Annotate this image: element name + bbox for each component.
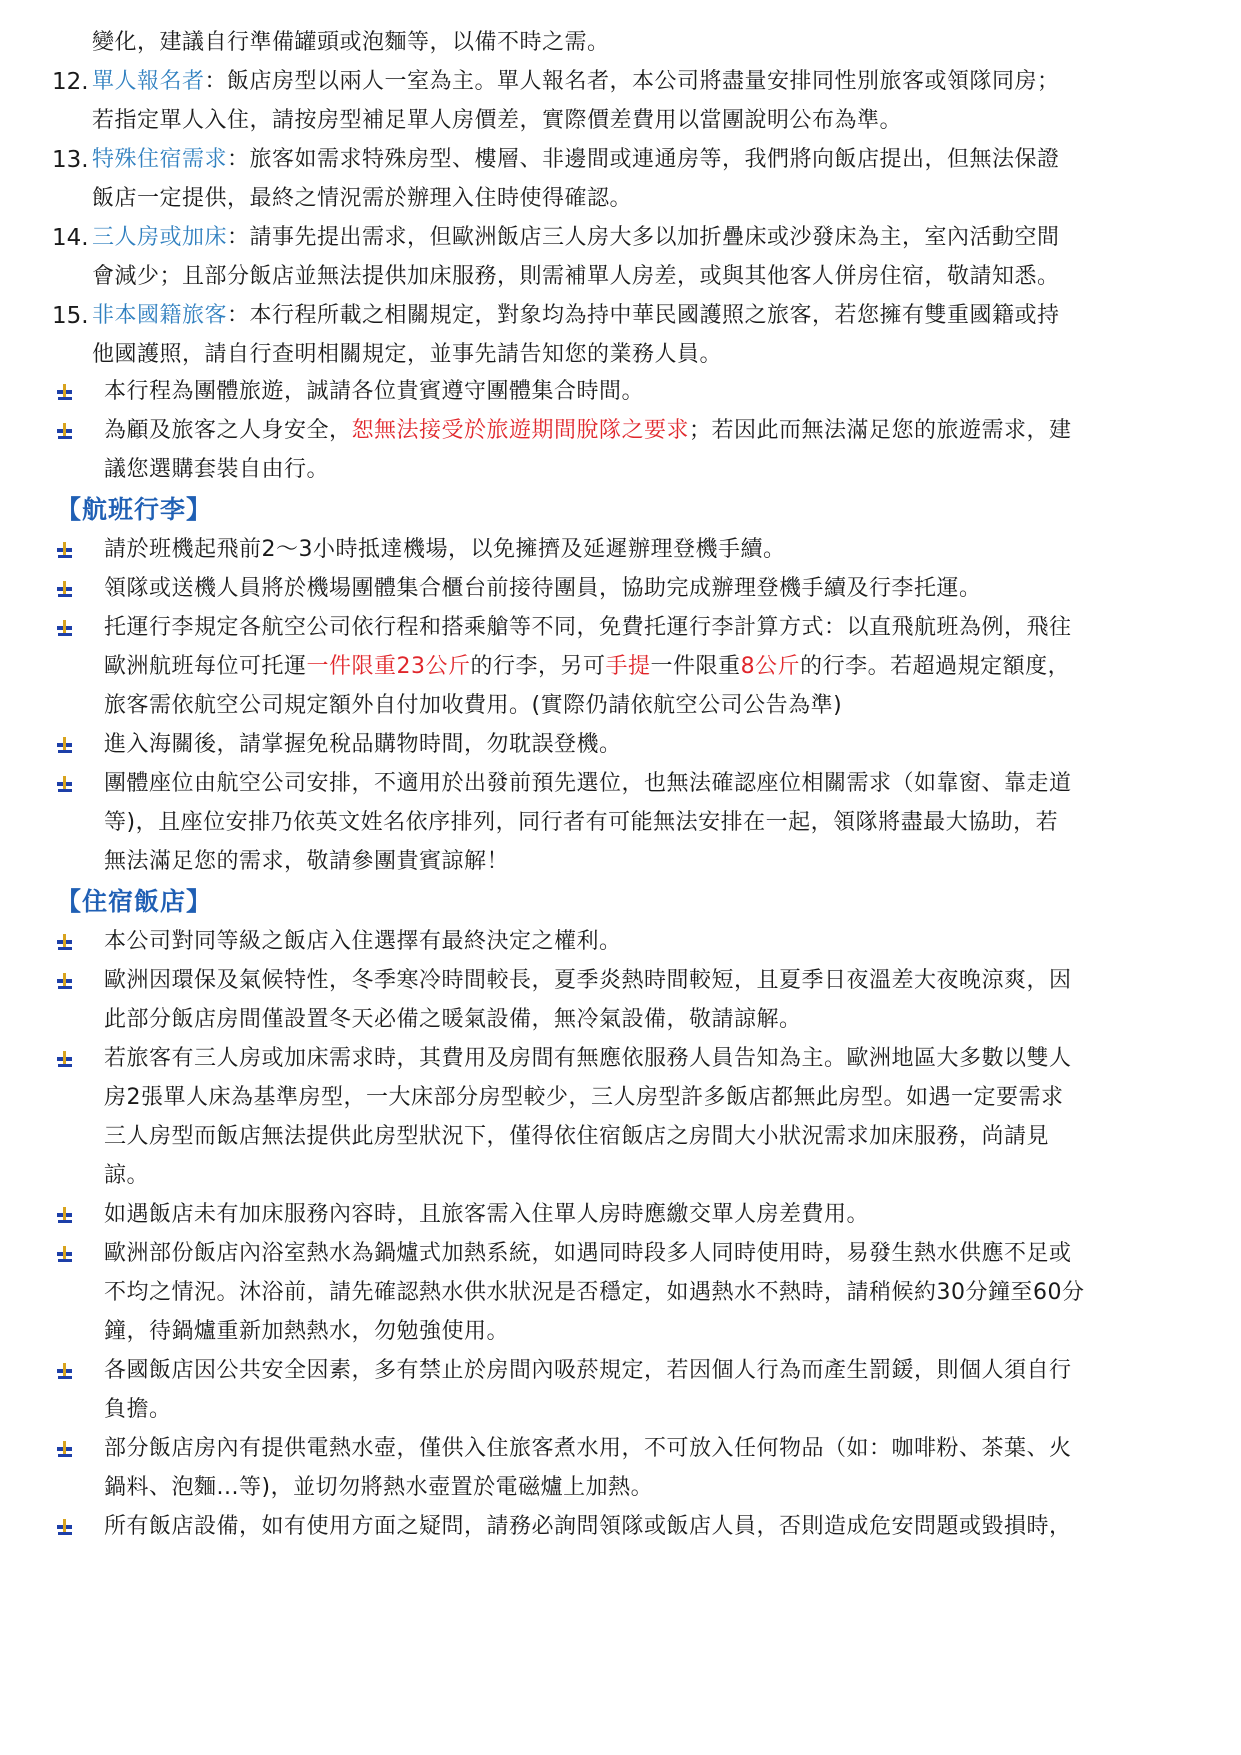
numbered-item-15	[92, 301, 1060, 331]
warning-text: 一件限重23公斤	[306, 654, 471, 679]
term-label: 三人房或加床	[92, 225, 228, 250]
bullet-text: 議您選購套裝自由行。	[104, 457, 330, 482]
bullet-text: 鍋料、泡麵...等)，並切勿將熱水壺置於電磁爐上加熱。	[104, 1475, 654, 1500]
term-label: 非本國籍旅客	[92, 303, 228, 328]
hand-plus-bullet-icon	[56, 1440, 74, 1458]
item-text: 若指定單人入住，請按房型補足單人房價差，實際價差費用以當團說明公布為準。	[92, 108, 903, 133]
bullet-text: 部分飯店房內有提供電熱水壺，僅供入住旅客煮水用，不可放入任何物品（如：咖啡粉、茶葉、火	[104, 1436, 1072, 1461]
bullet-text: 進入海關後，請掌握免稅品購物時間，勿耽誤登機。	[104, 732, 622, 757]
text-segment: ；若因此而無法滿足您的旅遊需求，建	[689, 418, 1072, 443]
item-text: 會減少；且部分飯店並無法提供加床服務，則需補單人房差，或與其他客人併房住宿，敬請知悉。	[92, 264, 1060, 289]
hand-plus-bullet-icon	[56, 383, 74, 401]
text-segment: 的行李。若超過規定額度，	[800, 654, 1071, 679]
item-text: 飯店一定提供，最終之情況需於辦理入住時使得確認。	[92, 186, 633, 211]
bullet-text: 諒。	[104, 1163, 150, 1188]
item-text: ：旅客如需求特殊房型、樓層、非邊間或連通房等，我們將向飯店提出，但無法保證	[227, 147, 1060, 172]
hand-plus-bullet-icon	[56, 933, 74, 951]
item-number: 15.	[52, 303, 89, 329]
text-segment: 為顧及旅客之人身安全，	[104, 418, 352, 443]
hand-plus-bullet-icon	[56, 1050, 74, 1068]
item-number: 12.	[52, 69, 89, 95]
intro-line: 變化，建議自行準備罐頭或泡麵等，以備不時之需。	[92, 30, 610, 55]
bullet-text: 若旅客有三人房或加床需求時，其費用及房間有無應依服務人員告知為主。歐洲地區大多數以雙人	[104, 1046, 1072, 1071]
warning-text: 8公斤	[740, 654, 801, 679]
text-segment: 歐洲航班每位可托運	[104, 654, 307, 679]
bullet-text	[104, 416, 1072, 446]
warning-text: 恕無法接受於旅遊期間脫隊之要求	[351, 418, 690, 443]
bullet-text: 三人房型而飯店無法提供此房型狀況下，僅得依住宿飯店之房間大小狀況需求加床服務，尚請見	[104, 1124, 1050, 1149]
item-text: ：飯店房型以兩人一室為主。單人報名者，本公司將盡量安排同性別旅客或領隊同房；	[204, 69, 1060, 94]
bullet-text: 負擔。	[104, 1397, 172, 1422]
bullet-text: 托運行李規定各航空公司依行程和搭乘艙等不同，免費托運行李計算方式：以直飛航班為例，飛往	[104, 615, 1072, 640]
hand-plus-bullet-icon	[56, 422, 74, 440]
hand-plus-bullet-icon	[56, 972, 74, 990]
bullet-text: 無法滿足您的需求，敬請參團貴賓諒解！	[104, 849, 510, 874]
bullet-text: 此部分飯店房間僅設置冬天必備之暖氣設備，無冷氣設備，敬請諒解。	[104, 1007, 802, 1032]
warning-text: 手提	[605, 654, 651, 679]
item-text: ：本行程所載之相關規定，對象均為持中華民國護照之旅客，若您擁有雙重國籍或持	[227, 303, 1060, 328]
bullet-text: 所有飯店設備，如有使用方面之疑問，請務必詢問領隊或飯店人員，否則造成危安問題或毀損時，	[104, 1514, 1072, 1539]
hand-plus-bullet-icon	[56, 580, 74, 598]
item-text: 他國護照，請自行查明相關規定，並事先請告知您的業務人員。	[92, 342, 723, 367]
hand-plus-bullet-icon	[56, 736, 74, 754]
bullet-text: 鐘，待鍋爐重新加熱熱水，勿勉強使用。	[104, 1319, 510, 1344]
bullet-text: 領隊或送機人員將於機場團體集合櫃台前接待團員，協助完成辦理登機手續及行李托運。	[104, 576, 982, 601]
bullet-text: 不均之情況。沐浴前，請先確認熱水供水狀況是否穩定，如遇熱水不熱時，請稍候約30分鐘至60分	[104, 1280, 1085, 1305]
hand-plus-bullet-icon	[56, 1362, 74, 1380]
section-heading-flight: 【航班行李】	[56, 495, 213, 524]
numbered-item-13	[92, 145, 1060, 175]
text-segment: 一件限重	[650, 654, 741, 679]
bullet-text: 如遇飯店未有加床服務內容時，且旅客需入住單人房時應繳交單人房差費用。	[104, 1202, 870, 1227]
term-label: 單人報名者	[92, 69, 205, 94]
hand-plus-bullet-icon	[56, 1518, 74, 1536]
bullet-text: 本公司對同等級之飯店入住選擇有最終決定之權利。	[104, 929, 622, 954]
bullet-text: 等)，且座位安排乃依英文姓名依序排列，同行者有可能無法安排在一起，領隊將盡最大協助，若	[104, 810, 1059, 835]
bullet-text: 歐洲因環保及氣候特性，冬季寒冷時間較長，夏季炎熱時間較短，且夏季日夜溫差大夜晚涼爽，因	[104, 968, 1072, 993]
numbered-item-14	[92, 223, 1060, 253]
bullet-text: 本行程為團體旅遊，誠請各位貴賓遵守團體集合時間。	[104, 379, 645, 404]
hand-plus-bullet-icon	[56, 541, 74, 559]
numbered-item-12	[92, 67, 1060, 97]
term-label: 特殊住宿需求	[92, 147, 228, 172]
bullet-text: 團體座位由航空公司安排，不適用於出發前預先選位，也無法確認座位相關需求（如靠窗、靠走道	[104, 771, 1072, 796]
bullet-text: 歐洲部份飯店內浴室熱水為鍋爐式加熱系統，如遇同時段多人同時使用時，易發生熱水供應不足或	[104, 1241, 1072, 1266]
bullet-text: 旅客需依航空公司規定額外自付加收費用。(實際仍請依航空公司公告為準)	[104, 693, 843, 718]
bullet-text	[104, 652, 1070, 682]
hand-plus-bullet-icon	[56, 775, 74, 793]
bullet-text: 請於班機起飛前2～3小時抵達機場，以免擁擠及延遲辦理登機手續。	[104, 537, 786, 562]
item-number: 14.	[52, 225, 89, 251]
bullet-text: 各國飯店因公共安全因素，多有禁止於房間內吸菸規定，若因個人行為而產生罰鍰，則個人須自行	[104, 1358, 1072, 1383]
item-text: ：請事先提出需求，但歐洲飯店三人房大多以加折疊床或沙發床為主，室內活動空間	[227, 225, 1060, 250]
hand-plus-bullet-icon	[56, 619, 74, 637]
hand-plus-bullet-icon	[56, 1206, 74, 1224]
section-heading-hotel: 【住宿飯店】	[56, 887, 213, 916]
text-segment: 的行李，另可	[470, 654, 606, 679]
bullet-text: 房2張單人床為基準房型，一大床部分房型較少，三人房型許多飯店都無此房型。如遇一定要需求	[104, 1085, 1064, 1110]
hand-plus-bullet-icon	[56, 1245, 74, 1263]
item-number: 13.	[52, 147, 89, 173]
